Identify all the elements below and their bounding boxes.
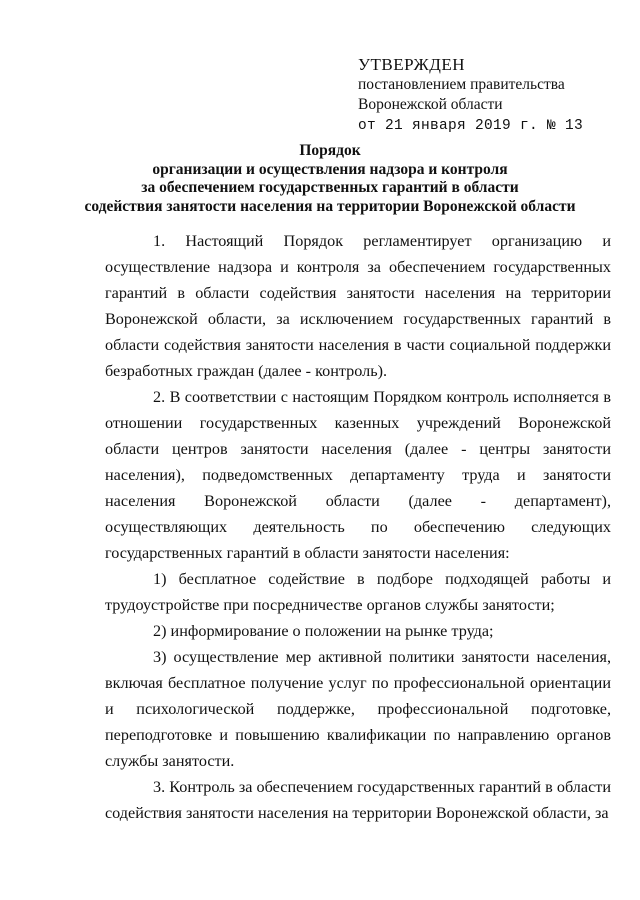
approval-line-2: Воронежской области <box>358 96 503 113</box>
title-line-3: за обеспечением государственных гарантий в области <box>141 179 519 196</box>
document-title <box>80 142 580 216</box>
approval-stamp: УТВЕРЖДЕН <box>358 55 465 74</box>
paragraph-1: 1. Настоящий Порядок регламентирует организацию и осуществление надзора и контроля за обеспечением государственных гарантий в области содействия занятости населения на территории Воронежской области, за исключением государственных гарантий в области содействия занятости населения в части социальной поддержки безработных граждан (далее - контроль). <box>105 232 611 380</box>
approval-line-1: постановлением правительства <box>358 76 565 93</box>
paragraph-2: 2. В соответствии с настоящим Порядком контроль исполняется в отношении государственных казенных учреждений Воронежской области центров занятости населения (далее - центры занятости населения), подведомственных департаменту труда и занятости населения Воронежской области (далее - департамент), осуществляющих деятельность по обеспечению следующих государственных гарантий в области занятости населения: <box>105 388 611 562</box>
paragraph-3: 3. Контроль за обеспечением государственных гарантий в области содействия занятости населения на территории Воронежской области, за <box>105 778 611 822</box>
list-item-1: 1) бесплатное содействие в подборе подходящей работы и трудоустройстве при посредничестве органов службы занятости; <box>105 570 611 614</box>
title-line-1: Порядок <box>299 142 361 159</box>
approval-block <box>358 55 628 136</box>
title-line-4: содействия занятости населения на территории Воронежской области <box>84 197 576 215</box>
document-body <box>105 228 611 826</box>
list-item-2: 2) информирование о положении на рынке труда; <box>153 622 494 640</box>
title-line-2: организации и осуществления надзора и контроля <box>152 160 508 178</box>
approval-number: от 21 января 2019 г. № 13 <box>358 118 584 134</box>
list-item-3: 3) осуществление мер активной политики занятости населения, включая бесплатное получение услуг по профессиональной ориентации и психологической поддержке, профессиональной подготовке, переподготовке и повышению квалификации по направлению органов службы занятости. <box>105 648 611 770</box>
